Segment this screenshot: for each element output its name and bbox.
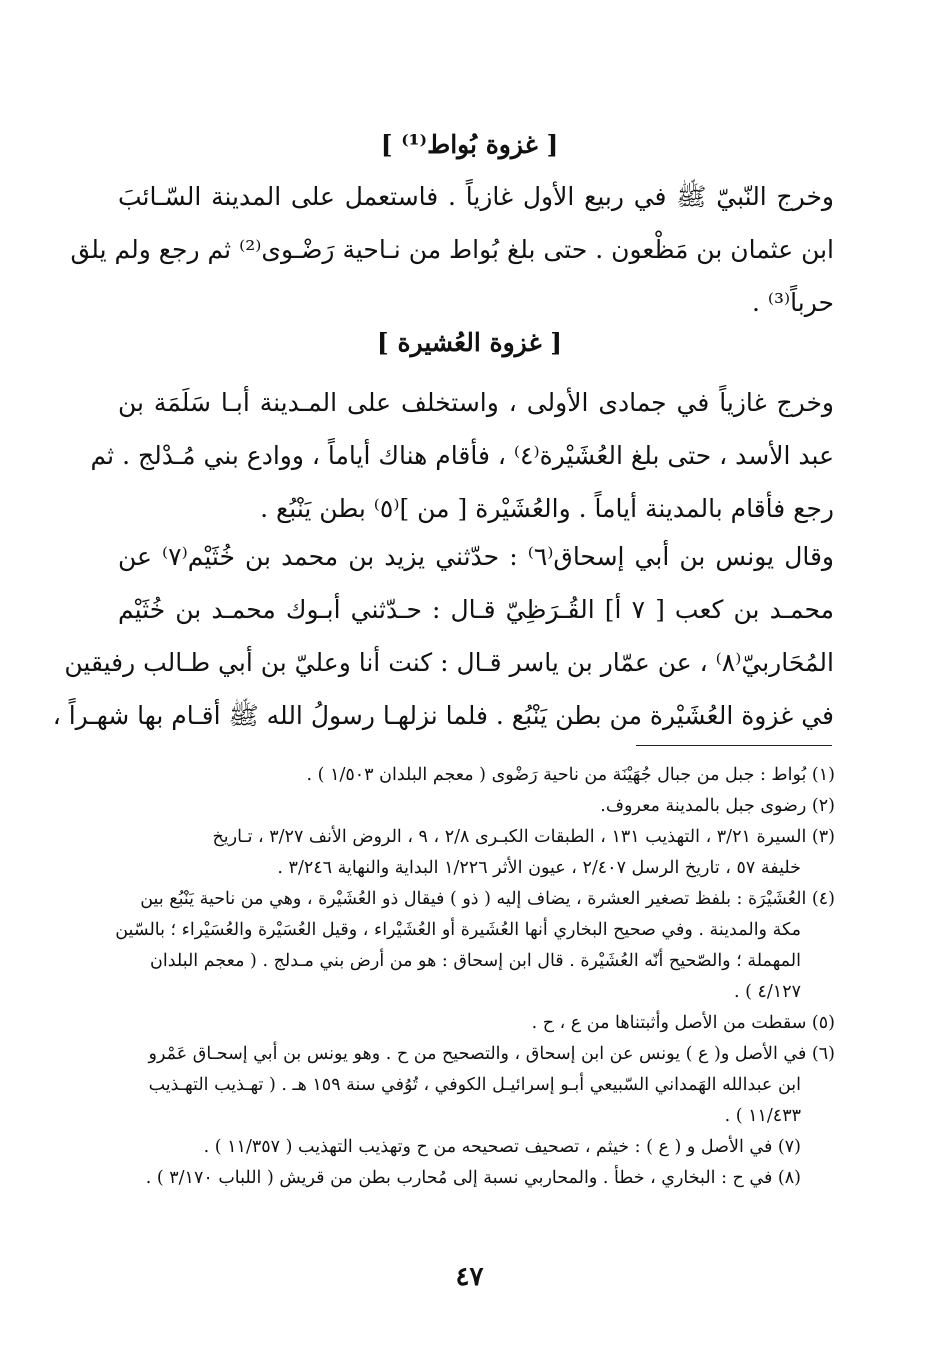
page-number: ٤٧ (455, 1262, 484, 1292)
text-line: وخرج النّبيّ ﷺ في ربيع الأول غازياً . فاستعمل على المدينة السّـائبَ (118, 182, 834, 211)
text-line: ابن عثمان بن مَظْعون . حتى بلغ بُواط من نـاحية رَضْـوى⁽²⁾ ثم رجع ولم يلق (70, 235, 834, 264)
footnotes (115, 760, 835, 1194)
text-line: المُحَاربيّ⁽٨⁾ ، عن عمّار بن ياسر قـال : كنت أنا وعليّ بن أبي طـالب رفيقين (64, 648, 834, 677)
footnote-5 (140, 1008, 835, 1039)
text-line: رجع فأقام بالمدينة أياماً . والعُشَيْرة [ من ]⁽٥⁾ بطن يَنْبُع . (260, 494, 834, 523)
footnote-line: ١١/٤٣٣ ) . (724, 1106, 801, 1126)
footnote-line: (٦) في الأصل و( ع ) يونس عن ابن إسحاق ، والتصحيح من ح . وهو يونس بن أبي إسحـاق عَمْرو (148, 1044, 835, 1064)
text-line: عبد الأسد ، حتى بلغ العُشَيْرة⁽٤⁾ ، فأقام هناك أياماً ، ووادع بني مُـدْلج . ثم (90, 441, 834, 470)
footnote-line: ابن عبدالله الهَمداني السّبيعي أبـو إسرائيـل الكوفي ، تُوُفي سنة ١٥٩ هـ . ( تهـذيب التهـذيب (148, 1075, 801, 1095)
footnote-3 (140, 822, 835, 884)
text-line: وقال يونس بن أبي إسحاق⁽٦⁾ : حدّثني يزيد بن محمد بن خُثَيْم⁽٧⁾ عن (118, 542, 834, 571)
footnote-2 (140, 791, 835, 822)
footnote-4 (115, 884, 835, 1008)
footnote-line: (٨) في ح : البخاري ، خطأ . والمحاربي نسبة إلى مُحارب بطن من قريش ( اللباب ٣/١٧٠ ) . (145, 1168, 801, 1188)
footnote-8 (140, 1163, 835, 1194)
paragraph-buwat (70, 170, 834, 329)
footnote-line: (٤) العُشَيْرَة : بلفظ تصغير العشرة ، يضاف إليه ( ذو ) فيقال ذو العُشَيْرة ، وهي من ناحية يَنْبُع بين (140, 889, 835, 909)
section-heading-buwat: [ غزوة بُواط⁽¹⁾ ] (380, 130, 559, 159)
footnote-line: (٥) سقطت من الأصل وأثبتناها من ع ، ح . (531, 1013, 835, 1033)
footnote-7 (140, 1132, 835, 1163)
section-heading-ushayra: [ غزوة العُشيرة ] (376, 328, 563, 357)
paragraph-ushayra (90, 376, 834, 535)
text-line: حرباً⁽³⁾ . (751, 288, 834, 317)
footnote-line: المهملة ؛ والصّحيح أنّه العُشَيْرة . قال ابن إسحاق : هو من أرض بني مـدلج . ( معجم البلدان (150, 951, 801, 971)
footnote-separator (636, 745, 832, 746)
footnote-1 (140, 760, 835, 791)
footnote-line: مكة والمدينة . وفي صحيح البخاري أنها العُشَيرة أو العُشَيْراء ، وقيل العُسَيْرة والعُسَيْراء ؛ بالسّين (115, 920, 801, 940)
footnote-line: خليفة ٥٧ ، تاريخ الرسل ٢/٤٠٧ ، عيون الأثر ١/٢٢٦ البداية والنهاية ٣/٢٤٦ . (277, 858, 801, 878)
footnote-line: ٤/١٢٧ ) . (733, 982, 801, 1002)
footnote-6 (140, 1039, 835, 1132)
footnote-line: (٢) رضوى جبل بالمدينة معروف. (600, 796, 835, 816)
text-line: في غزوة العُشَيْرة من بطن يَنْبُع . فلما نزلهـا رسولُ الله ﷺ أقـام بها شهـراً ، (52, 701, 834, 730)
footnote-line: (٧) في الأصل و ( ع ) : خيثم ، تصحيف تصحيحه من ح وتهذيب التهذيب ( ١١/٣٥٧ ) . (203, 1137, 801, 1157)
footnote-line: (١) بُواط : جبل من جبال جُهَيْنَة من ناحية رَضْوى ( معجم البلدان ١/٥٠٣ ) . (306, 765, 835, 785)
footnote-line: (٣) السيرة ٣/٢١ ، التهذيب ١٣١ ، الطبقات الكبـرى ٢/٨ ، ٩ ، الروض الأنف ٣/٢٧ ، تـاريخ (212, 827, 835, 847)
paragraph-narration (52, 530, 835, 742)
text-line: محمـد بن كعب [ ٧ أ] القُـرَظِيّ قـال : حـدّثني أبـوك محمـد بن خُثَيْم (118, 595, 835, 624)
text-line: وخرج غازياً في جمادى الأولى ، واستخلف على المـدينة أبـا سَلَمَة بن (118, 388, 834, 417)
